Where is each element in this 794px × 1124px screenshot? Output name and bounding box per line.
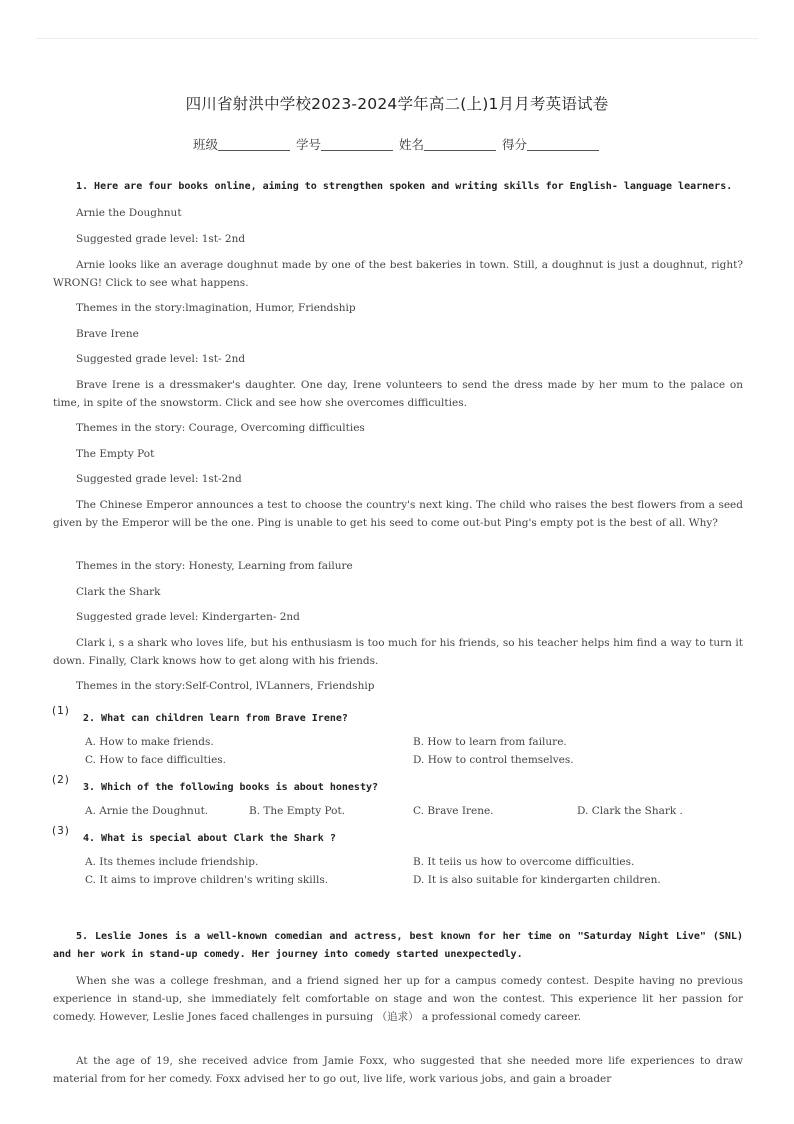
question-5-intro: 5. Leslie Jones is a well-known comedian and actress, best known for her time on "Saturday Night Live" (SNL) and her work in stand-up comedy. Her journey into comedy started unexpectedly.	[53, 931, 743, 960]
question-1-intro: 1. Here are four books online, aiming to strengthen spoken and writing skills for English- language learners.	[76, 181, 733, 192]
subquestion-stem: 4. What is special about Clark the Shark ?	[83, 833, 336, 844]
student-info-line	[0, 135, 794, 153]
name-blank[interactable]	[424, 150, 496, 151]
option-c[interactable]: C. It aims to improve children's writing skills.	[85, 874, 329, 886]
book-description: Brave Irene is a dressmaker's daughter. One day, Irene volunteers to send the dress made by her mum to the palace on time, in spite of the snowstorm. Click and see how she overcomes difficulties.	[53, 379, 743, 409]
option-d[interactable]: D. It is also suitable for kindergarten children.	[413, 874, 661, 886]
book-themes: Themes in the story:Self-Control, lVLanners, Friendship	[76, 680, 375, 692]
score-label: 得分	[501, 137, 527, 152]
passage-paragraph: When she was a college freshman, and a friend signed her up for a campus comedy contest. Despite having no previous experience in stand-up, she immediately felt comfortable on stage and won the contest. This experience lit her passion for comedy. However, Leslie Jones faced challenges in pursuing （追求） a professional comedy career.	[53, 975, 743, 1023]
book-title: The Empty Pot	[76, 448, 155, 460]
header-divider	[36, 38, 758, 39]
option-d[interactable]: D. How to control themselves.	[413, 754, 574, 766]
book-themes: Themes in the story:lmagination, Humor, Friendship	[76, 302, 356, 314]
subquestion-number: (1)	[52, 705, 70, 717]
subquestion-stem: 3. Which of the following books is about honesty?	[83, 782, 379, 793]
option-b[interactable]: B. It teiis us how to overcome difficulties.	[413, 856, 635, 868]
option-c[interactable]: C. Brave Irene.	[413, 805, 494, 817]
option-b[interactable]: B. The Empty Pot.	[249, 805, 346, 817]
exam-title: 四川省射洪中学校2023-2024学年高二(上)1月月考英语试卷	[185, 95, 609, 113]
grade-level: Suggested grade level: 1st-2nd	[76, 473, 242, 485]
class-label: 班级	[192, 137, 218, 152]
book-title: Brave Irene	[76, 328, 139, 340]
student-id-blank[interactable]	[321, 150, 393, 151]
class-blank[interactable]	[218, 150, 290, 151]
name-label: 姓名	[398, 137, 424, 152]
option-b[interactable]: B. How to learn from failure.	[413, 736, 567, 748]
score-blank[interactable]	[527, 150, 599, 151]
book-title: Arnie the Doughnut	[76, 207, 182, 219]
book-title: Clark the Shark	[76, 586, 161, 598]
option-a[interactable]: A. Its themes include friendship.	[85, 856, 259, 868]
grade-level: Suggested grade level: 1st- 2nd	[76, 353, 246, 365]
book-themes: Themes in the story: Honesty, Learning from failure	[76, 560, 353, 572]
passage-paragraph: At the age of 19, she received advice from Jamie Foxx, who suggested that she needed more life experiences to draw material from for her comedy. Foxx advised her to go out, live life, work various jobs, and gain a broader	[53, 1055, 743, 1085]
option-d[interactable]: D. Clark the Shark .	[577, 805, 683, 817]
grade-level: Suggested grade level: 1st- 2nd	[76, 233, 246, 245]
subquestion-number: (3)	[52, 825, 70, 837]
grade-level: Suggested grade level: Kindergarten- 2nd	[76, 611, 300, 623]
book-description: Clark i, s a shark who loves life, but his enthusiasm is too much for his friends, so his teacher helps him find a way to turn it down. Finally, Clark knows how to get along with his friends.	[53, 637, 743, 667]
option-c[interactable]: C. How to face difficulties.	[85, 754, 227, 766]
subquestion-stem: 2. What can children learn from Brave Irene?	[83, 713, 348, 724]
book-description: The Chinese Emperor announces a test to choose the country's next king. The child who raises the best flowers from a seed given by the Emperor will be the one. Ping is unable to get his seed to come out-but Ping's empty pot is the best of all. Why?	[53, 499, 743, 529]
subquestion-number: (2)	[52, 774, 70, 786]
book-description: Arnie looks like an average doughnut made by one of the best bakeries in town. Still, a doughnut is just a doughnut, right? WRONG! Click to see what happens.	[53, 259, 743, 289]
student-id-label: 学号	[295, 137, 321, 152]
book-themes: Themes in the story: Courage, Overcoming difficulties	[76, 422, 365, 434]
option-a[interactable]: A. How to make friends.	[85, 736, 214, 748]
option-a[interactable]: A. Arnie the Doughnut.	[85, 805, 209, 817]
